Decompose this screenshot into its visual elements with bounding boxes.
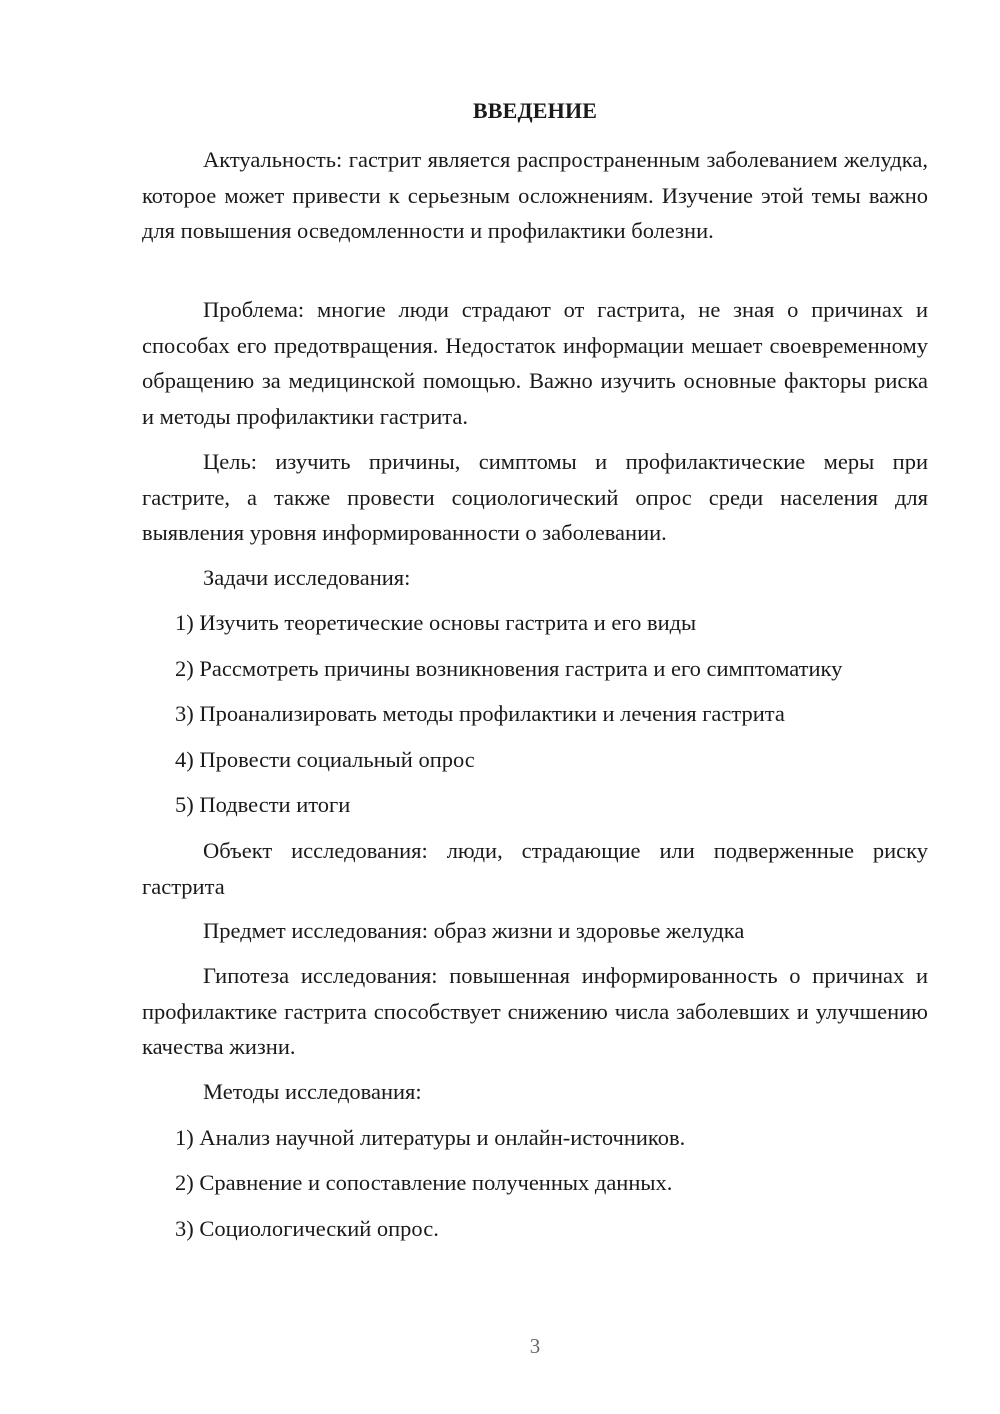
object-paragraph: Объект исследования: люди, страдающие или подверженные риску гастрита <box>142 838 928 899</box>
relevance-paragraph: Актуальность: гастрит является распространенным заболеванием желудка, которое может привести к серьезным осложнениям. Изучение этой темы важно для повышения осведомленности и профилактики болезни. <box>142 147 928 243</box>
task-item: 3) Проанализировать методы профилактики и лечения гастрита <box>175 701 785 726</box>
subject-paragraph: Предмет исследования: образ жизни и здоровье желудка <box>203 918 745 943</box>
method-item: 1) Анализ научной литературы и онлайн-источников. <box>175 1125 686 1150</box>
page-number: 3 <box>529 1334 541 1358</box>
section-title: ВВЕДЕНИЕ <box>472 98 598 123</box>
methods-heading: Методы исследования: <box>203 1079 422 1104</box>
method-item: 3) Социологический опрос. <box>175 1216 439 1241</box>
goal-paragraph: Цель: изучить причины, симптомы и профилактические меры при гастрите, а также провести социологический опрос среди населения для выявления уровня информированности о заболевании. <box>142 449 928 545</box>
task-item: 1) Изучить теоретические основы гастрита и его виды <box>175 610 697 635</box>
hypothesis-paragraph: Гипотеза исследования: повышенная информированность о причинах и профилактике гастрита способствует снижению числа заболевших и улучшению качества жизни. <box>142 963 928 1059</box>
tasks-heading: Задачи исследования: <box>203 565 411 590</box>
method-item: 2) Сравнение и сопоставление полученных данных. <box>175 1170 673 1195</box>
task-item: 5) Подвести итоги <box>175 792 351 817</box>
task-item: 4) Провести социальный опрос <box>175 747 475 772</box>
document-page <box>142 0 928 1414</box>
task-item: 2) Рассмотреть причины возникновения гастрита и его симптоматику <box>175 656 843 681</box>
problem-paragraph: Проблема: многие люди страдают от гастрита, не зная о причинах и способах его предотвращения. Недостаток информации мешает своевременному обращению за медицинской помощью. Важно изучить основные факторы риска и методы профилактики гастрита. <box>142 297 928 429</box>
